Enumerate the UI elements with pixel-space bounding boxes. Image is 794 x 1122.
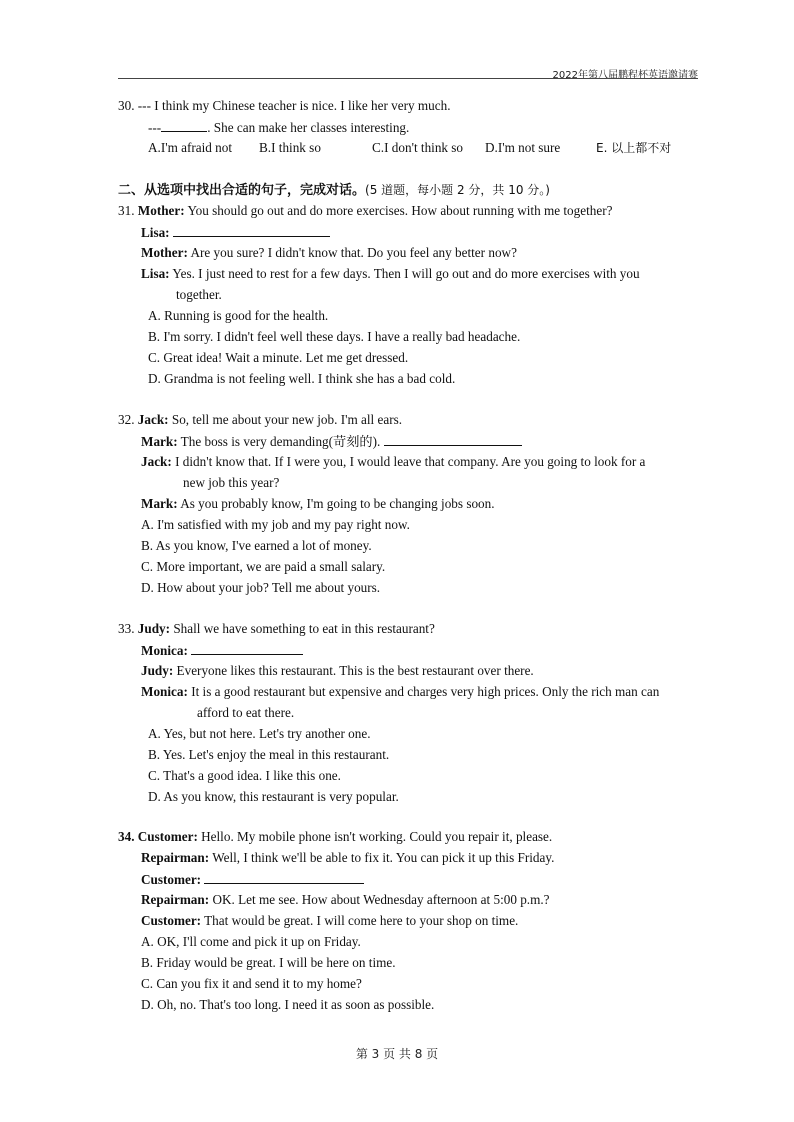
q33-option-c: C. That's a good idea. I like this one. <box>148 768 341 783</box>
speaker-name: Repairman: <box>141 850 210 865</box>
q30-response <box>148 119 409 136</box>
q33-line-4: Monica: It is a good restaurant but expensive and charges very high prices. Only the rich man can <box>141 684 660 699</box>
q34-line-2: Repairman: Well, I think we'll be able to fix it. You can pick it up this Friday. <box>141 850 555 865</box>
speaker-name: Jack: <box>141 454 172 469</box>
q33-line-4-cont: afford to eat there. <box>197 705 295 720</box>
q30-dash: --- <box>148 120 162 135</box>
section-2-title: 二、从选项中找出合适的句子，完成对话。 <box>118 183 366 198</box>
speaker-name: Customer: <box>141 872 202 887</box>
q30-question: 30. --- I think my Chinese teacher is nice. I like her very much. <box>118 98 451 113</box>
q31-answer-blank[interactable] <box>173 224 330 237</box>
q33-line-3: Judy: Everyone likes this restaurant. This is the best restaurant over there. <box>141 663 534 678</box>
q31-option-b: B. I'm sorry. I didn't feel well these days. I have a really bad headache. <box>148 329 521 344</box>
speaker-name: Judy: <box>137 621 171 636</box>
q31-line-1: 31. Mother: You should go out and do more exercises. How about running with me together? <box>118 203 613 218</box>
q34-answer-blank[interactable] <box>204 871 364 884</box>
q31-line-4-cont: together. <box>176 287 222 302</box>
q32-line-3: Jack: I didn't know that. If I were you, I would leave that company. Are you going to look for a <box>141 454 646 469</box>
q31-option-c: C. Great idea! Wait a minute. Let me get dressed. <box>148 350 409 365</box>
q30-option-e: E. 以上都不对 <box>596 141 672 155</box>
speaker-name: Mark: <box>141 496 178 511</box>
speaker-name: Mark: <box>141 434 178 449</box>
q31-line-2 <box>141 224 330 241</box>
q32-answer-blank[interactable] <box>384 433 522 446</box>
q30-option-c: C.I don't think so <box>372 140 464 155</box>
speaker-name: Monica: <box>141 684 188 699</box>
q33-option-a: A. Yes, but not here. Let's try another one. <box>148 726 371 741</box>
speaker-name: Lisa: <box>141 225 170 240</box>
q34-option-d: D. Oh, no. That's too long. I need it as soon as possible. <box>141 997 435 1012</box>
q32-option-c: C. More important, we are paid a small salary. <box>141 559 386 574</box>
q34-line-1: 34. Customer: Hello. My mobile phone isn't working. Could you repair it, please. <box>118 829 553 844</box>
speaker-name: Customer: <box>137 829 198 844</box>
q34-line-3 <box>141 871 364 888</box>
q34-line-5: Customer: That would be great. I will come here to your shop on time. <box>141 913 519 928</box>
q34-option-c: C. Can you fix it and send it to my home? <box>141 976 362 991</box>
q34-option-a: A. OK, I'll come and pick it up on Friday. <box>141 934 361 949</box>
q34-line-4: Repairman: OK. Let me see. How about Wednesday afternoon at 5:00 p.m.? <box>141 892 550 907</box>
page-header-title: 2022年第八届鹏程杯英语邀请赛 <box>552 70 698 81</box>
q33-answer-blank[interactable] <box>191 642 303 655</box>
section-2-note: (5 道题，每小题 2 分，共 10 分。) <box>365 183 550 197</box>
q30-answer-blank[interactable] <box>161 119 207 132</box>
q32-line-1: 32. Jack: So, tell me about your new job. I'm all ears. <box>118 412 403 427</box>
speaker-name: Mother: <box>137 203 185 218</box>
speaker-name: Repairman: <box>141 892 210 907</box>
q31-line-4: Lisa: Yes. I just need to rest for a few days. Then I will go out and do more exercises with you <box>141 266 640 281</box>
section-2-heading <box>118 182 550 199</box>
q33-line-2 <box>141 642 303 659</box>
q33-line-1: 33. Judy: Shall we have something to eat in this restaurant? <box>118 621 435 636</box>
q30-option-a: A.I'm afraid not <box>148 140 233 155</box>
speaker-name: Judy: <box>141 663 174 678</box>
q34-option-b: B. Friday would be great. I will be here on time. <box>141 955 396 970</box>
q30-response-text: . She can make her classes interesting. <box>207 120 410 135</box>
q33-option-b: B. Yes. Let's enjoy the meal in this restaurant. <box>148 747 390 762</box>
q32-option-d: D. How about your job? Tell me about yours. <box>141 580 381 595</box>
q32-line-3-cont: new job this year? <box>183 475 280 490</box>
speaker-name: Monica: <box>141 643 188 658</box>
speaker-name: Lisa: <box>141 266 170 281</box>
speaker-name: Mother: <box>141 245 188 260</box>
q31-line-3: Mother: Are you sure? I didn't know that. Do you feel any better now? <box>141 245 517 260</box>
q33-option-d: D. As you know, this restaurant is very popular. <box>148 789 399 804</box>
q32-line-2: Mark: The boss is very demanding(苛刻的). <box>141 433 522 450</box>
speaker-name: Jack: <box>137 412 169 427</box>
q32-line-4: Mark: As you probably know, I'm going to be changing jobs soon. <box>141 496 495 511</box>
page-number-footer: 第 3 页 共 8 页 <box>355 1047 439 1061</box>
header-divider <box>118 78 698 79</box>
q32-option-b: B. As you know, I've earned a lot of money. <box>141 538 372 553</box>
q31-option-a: A. Running is good for the health. <box>148 308 329 323</box>
q32-option-a: A. I'm satisfied with my job and my pay right now. <box>141 517 410 532</box>
speaker-name: Customer: <box>141 913 202 928</box>
q31-option-d: D. Grandma is not feeling well. I think she has a bad cold. <box>148 371 456 386</box>
q30-option-b: B.I think so <box>259 140 321 155</box>
q30-option-d: D.I'm not sure <box>485 140 561 155</box>
